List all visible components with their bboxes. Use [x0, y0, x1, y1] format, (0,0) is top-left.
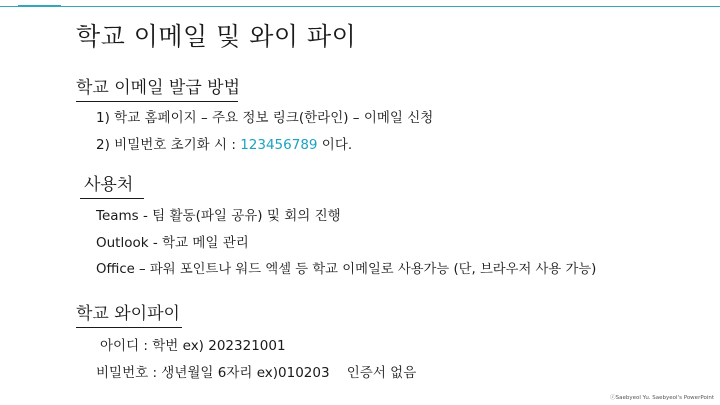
- usage-office: Office – 파워 포인트나 워드 엑셀 등 학교 이메일로 사용가능 (단, 브라우저 사용 가능): [96, 262, 597, 277]
- email-step-2-suffix: 이다.: [317, 137, 353, 153]
- usage-section-heading: [84, 174, 133, 196]
- wifi-section-heading: [76, 303, 180, 325]
- email-section-heading: [76, 77, 240, 99]
- email-step-1: 1) 학교 홈페이지 – 주요 정보 링크(한라인) – 이메일 신청: [96, 110, 434, 126]
- top-rule: [0, 6, 720, 7]
- usage-outlook: Outlook - 학교 메일 관리: [96, 235, 249, 251]
- usage-teams: Teams - 팀 활동(파일 공유) 및 회의 진행: [96, 208, 341, 224]
- email-step-2-prefix: 2) 비밀번호 초기화 시 :: [96, 137, 241, 153]
- wifi-id: 아이디 : 학번 ex) 202321001: [100, 338, 286, 354]
- default-password: 123456789: [240, 137, 318, 153]
- email-heading-text: 학교 이메일 발급 방법: [76, 78, 241, 98]
- email-step-2: [96, 136, 352, 154]
- wifi-heading-underline: [76, 327, 182, 328]
- slide-title: 학교 이메일 및 와이 파이: [76, 22, 357, 51]
- top-accent-bar: [18, 5, 61, 7]
- copyright-footer: ⓒSaebyeol Yu. Saebyeol's PowerPoint: [610, 395, 714, 401]
- wifi-password: 비밀번호 : 생년월일 6자리 ex)010203 인증서 없음: [96, 365, 417, 381]
- usage-heading-text: 사용처: [84, 175, 134, 195]
- usage-heading-underline: [80, 198, 144, 199]
- email-heading-underline: [76, 101, 238, 102]
- wifi-heading-text: 학교 와이파이: [76, 304, 180, 324]
